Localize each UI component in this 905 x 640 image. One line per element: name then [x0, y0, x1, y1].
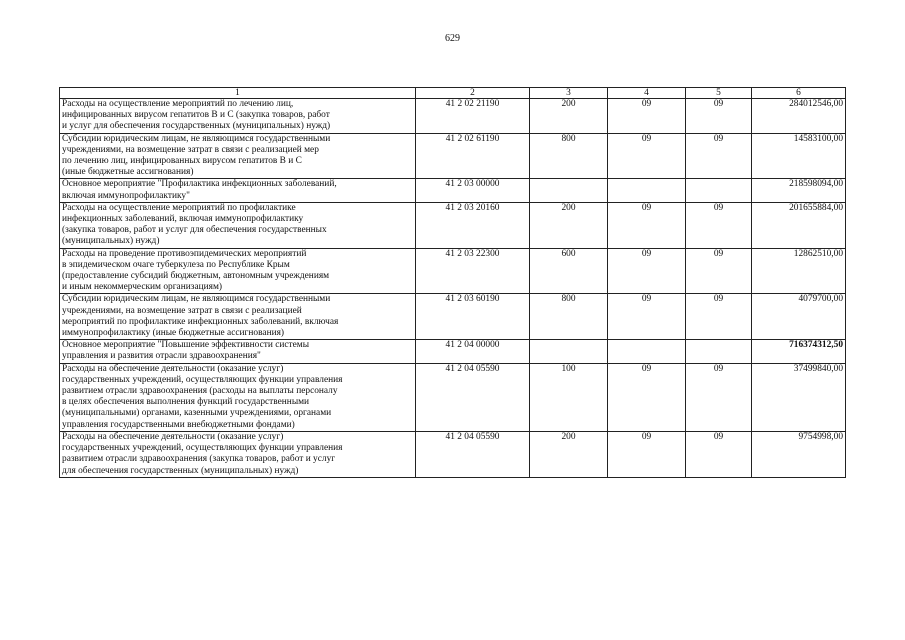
row-description: Субсидии юридическим лицам, не являющимся государственными учреждениями, на возмещение затрат в связи с реализацией мер по лечению лиц, инфицированных вирусом гепатитов В и С (иные бюджетные ассигнования): [60, 133, 416, 179]
row-code: 41 2 04 00000: [416, 340, 530, 363]
row-subsection: 09: [686, 133, 752, 179]
column-header: 1: [60, 88, 416, 99]
row-subsection: 09: [686, 202, 752, 248]
row-code: 41 2 04 05590: [416, 431, 530, 477]
row-expense-type: 800: [530, 294, 608, 340]
table-row: [60, 363, 846, 431]
row-description: Расходы на обеспечение деятельности (оказание услуг) государственных учреждений, осуществляющих функции управления развитием отрасли здравоохранения (расходы на выплаты персоналу в целях обеспечения выполнения функций государственными (муниципальными) органами, казенными учреждениями, органами управления государственными внебюджетными фондами): [60, 363, 416, 431]
row-subsection: 09: [686, 294, 752, 340]
row-section: 09: [608, 133, 686, 179]
column-header: 3: [530, 88, 608, 99]
row-code: 41 2 03 22300: [416, 248, 530, 294]
row-subsection: 09: [686, 431, 752, 477]
page-number: 629: [445, 33, 460, 44]
row-subsection: 09: [686, 363, 752, 431]
table-row: [60, 99, 846, 134]
row-subsection: [686, 340, 752, 363]
row-section: 09: [608, 363, 686, 431]
table-row: [60, 340, 846, 363]
column-header: 5: [686, 88, 752, 99]
table-row: [60, 179, 846, 202]
row-section: 09: [608, 248, 686, 294]
row-expense-type: [530, 340, 608, 363]
row-expense-type: 600: [530, 248, 608, 294]
column-header: 6: [752, 88, 846, 99]
row-description: Основное мероприятие "Профилактика инфекционных заболеваний, включая иммунопрофилактику": [60, 179, 416, 202]
row-amount: 716374312,50: [752, 340, 846, 363]
row-description: Расходы на обеспечение деятельности (оказание услуг) государственных учреждений, осуществляющих функции управления развитием отрасли здравоохранения (закупка товаров, работ и услуг для обеспечения государственных (муниципальных) нужд): [60, 431, 416, 477]
row-amount: 12862510,00: [752, 248, 846, 294]
table-row: [60, 202, 846, 248]
budget-table: [59, 87, 846, 478]
row-amount: 218598094,00: [752, 179, 846, 202]
row-subsection: [686, 179, 752, 202]
row-expense-type: 200: [530, 202, 608, 248]
row-amount: 4079700,00: [752, 294, 846, 340]
table-row: [60, 248, 846, 294]
row-code: 41 2 02 61190: [416, 133, 530, 179]
row-section: [608, 179, 686, 202]
table-row: [60, 133, 846, 179]
row-code: 41 2 04 05590: [416, 363, 530, 431]
column-header: 4: [608, 88, 686, 99]
row-subsection: 09: [686, 99, 752, 134]
row-section: 09: [608, 294, 686, 340]
row-section: 09: [608, 202, 686, 248]
table-row: [60, 431, 846, 477]
row-amount: 14583100,00: [752, 133, 846, 179]
row-description: Расходы на осуществление мероприятий по лечению лиц, инфицированных вирусом гепатитов В и С (закупка товаров, работ и услуг для обеспечения государственных (муниципальных) нужд): [60, 99, 416, 134]
row-amount: 9754998,00: [752, 431, 846, 477]
column-header: 2: [416, 88, 530, 99]
row-expense-type: 200: [530, 99, 608, 134]
row-description: Субсидии юридическим лицам, не являющимся государственными учреждениями, на возмещение затрат в связи с реализацией мероприятий по профилактике инфекционных заболеваний, включая иммунопрофилактику (иные бюджетные ассигнования): [60, 294, 416, 340]
row-amount: 284012546,00: [752, 99, 846, 134]
row-code: 41 2 03 00000: [416, 179, 530, 202]
row-code: 41 2 03 20160: [416, 202, 530, 248]
row-section: [608, 340, 686, 363]
row-subsection: 09: [686, 248, 752, 294]
row-amount: 201655884,00: [752, 202, 846, 248]
row-code: 41 2 03 60190: [416, 294, 530, 340]
row-section: 09: [608, 431, 686, 477]
table-row: [60, 294, 846, 340]
row-expense-type: 800: [530, 133, 608, 179]
table-header-row: [60, 88, 846, 99]
row-code: 41 2 02 21190: [416, 99, 530, 134]
row-section: 09: [608, 99, 686, 134]
row-description: Расходы на осуществление мероприятий по профилактике инфекционных заболеваний, включая иммунопрофилактику (закупка товаров, работ и услуг для обеспечения государственных (муниципальных) нужд): [60, 202, 416, 248]
row-expense-type: 100: [530, 363, 608, 431]
row-description: Основное мероприятие "Повышение эффективности системы управления и развития отрасли здравоохранения": [60, 340, 416, 363]
row-amount: 37499840,00: [752, 363, 846, 431]
row-expense-type: 200: [530, 431, 608, 477]
row-description: Расходы на проведение противоэпидемических мероприятий в эпидемическом очаге туберкулеза по Республике Крым (предоставление субсидий бюджетным, автономным учреждениям и иным некоммерческим организациям): [60, 248, 416, 294]
row-expense-type: [530, 179, 608, 202]
